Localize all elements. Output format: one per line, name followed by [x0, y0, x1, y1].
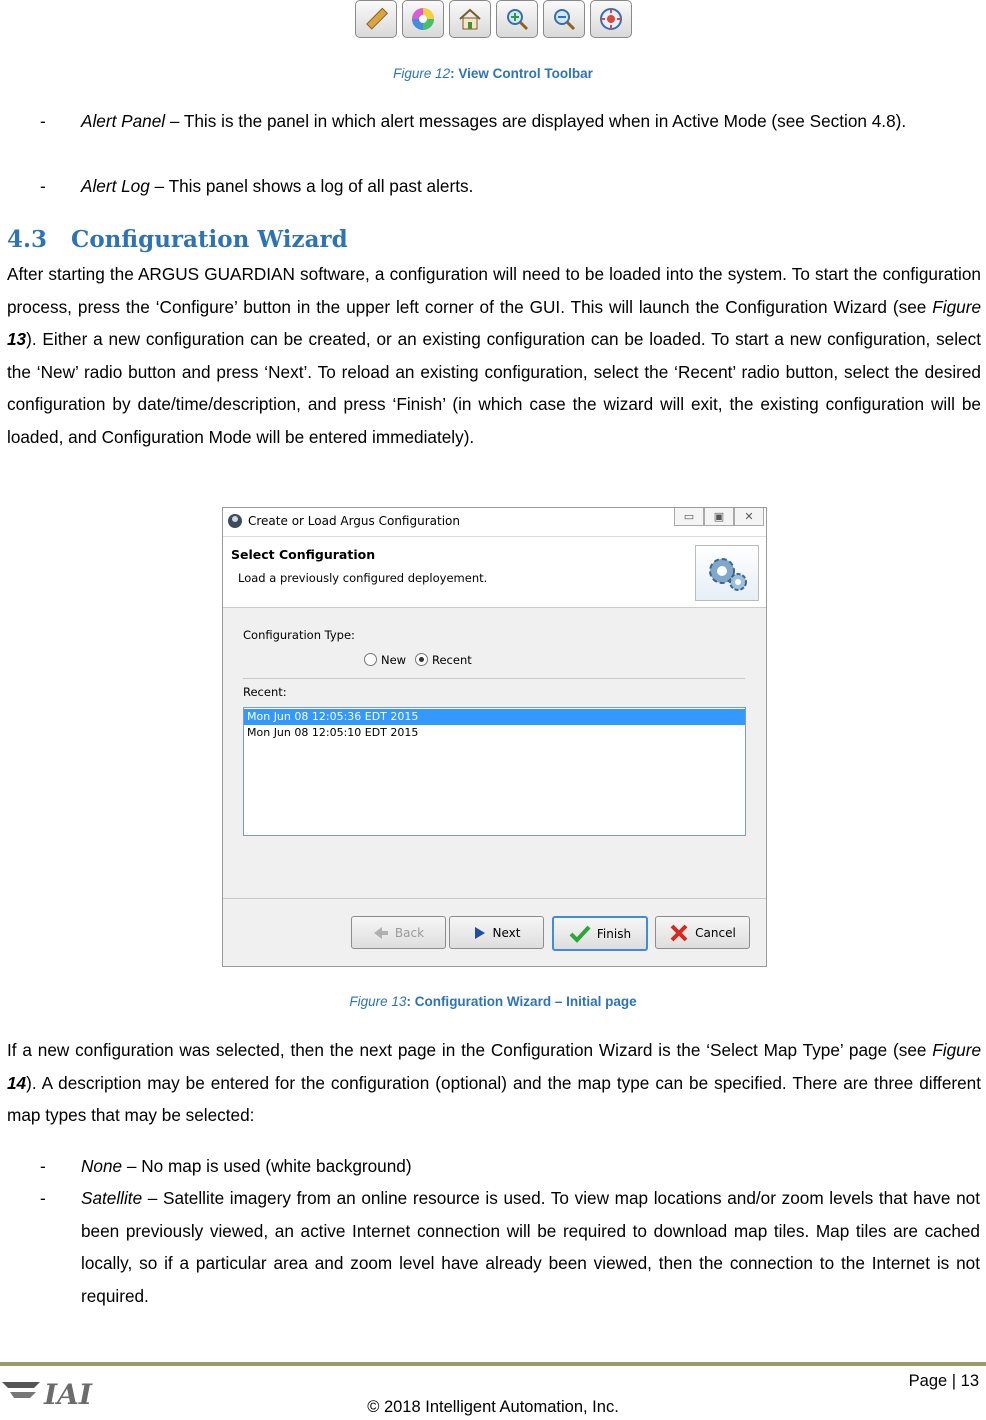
back-button[interactable]: Back [351, 916, 446, 949]
list-item[interactable]: Mon Jun 08 12:05:10 EDT 2015 [247, 726, 419, 739]
divider [223, 898, 766, 899]
app-icon [227, 513, 243, 529]
svg-text:IAI: IAI [44, 1378, 92, 1410]
paragraph-config-intro: After starting the ARGUS GUARDIAN software, a configuration will need to be loaded into the system. To start the configuration process, press the ‘Configure’ button in the upper left corner of the GUI. This will launch the Configuration Wizard (see Figure 13). Either a new configuration can be created, or an existing configuration can be loaded. To start a new configuration, select the ‘New’ radio button and press ‘Next’. To reload an existing configuration, select the ‘Recent’ radio button, select the desired configuration by date/time/description, and press ‘Finish’ (in which case the wizard will exit, the existing configuration will be loaded, and Configuration Mode will be entered immediately). [7, 264, 981, 447]
finish-button[interactable]: Finish [552, 916, 648, 951]
window-titlebar: Create or Load Argus Configuration ▭ ▣ ✕ [223, 508, 766, 537]
divider [243, 678, 745, 679]
minimize-icon[interactable]: ▭ [674, 508, 704, 526]
figure-12-caption: Figure 12: View Control Toolbar [393, 66, 593, 81]
reset-view-icon[interactable] [590, 0, 632, 38]
zoom-out-icon[interactable] [543, 0, 585, 38]
paragraph-map-type: If a new configuration was selected, then the next page in the Configuration Wizard is the ‘Select Map Type’ page (see Figure 14). A description may be entered for the configuration (optional) and the map type can be specified. There are three different map types that may be selected: [7, 1040, 981, 1125]
cancel-x-icon [669, 923, 689, 943]
footer-rule [0, 1362, 986, 1366]
recent-list[interactable] [243, 707, 746, 836]
section-heading: 4.3 Configuration Wizard [7, 226, 348, 253]
radio-new[interactable]: New [364, 653, 406, 667]
list-item[interactable]: Mon Jun 08 12:05:36 EDT 2015 [244, 709, 745, 725]
checkmark-icon [569, 925, 591, 943]
zoom-in-icon[interactable] [496, 0, 538, 38]
wizard-header: Select Configuration Load a previously configured deployement. [223, 537, 766, 608]
gear-icon [695, 545, 759, 601]
configuration-type-label: Configuration Type: [243, 628, 355, 642]
close-icon[interactable]: ✕ [734, 508, 764, 526]
list-item: - Alert Log – This panel shows a log of all past alerts. [40, 176, 474, 196]
recent-label: Recent: [243, 685, 287, 699]
next-button[interactable]: Next [449, 916, 544, 949]
page-number: Page | 13 [908, 1372, 979, 1390]
cancel-button[interactable]: Cancel [655, 916, 750, 949]
ruler-icon[interactable] [355, 0, 397, 38]
copyright: © 2018 Intelligent Automation, Inc. [367, 1398, 619, 1416]
figure-13-caption: Figure 13: Configuration Wizard – Initial page [349, 994, 637, 1009]
back-arrow-icon [373, 926, 389, 940]
maximize-icon[interactable]: ▣ [704, 508, 734, 526]
list-item: - Satellite – Satellite imagery from an online resource is used. To view map locations and/or zoom levels that have not been previously viewed, an active Internet connection will be required to download map tiles. Map tiles are cached locally, so if a particular area and zoom level have already been viewed, then the connection to the Internet is not required. [40, 1188, 980, 1306]
color-wheel-icon[interactable] [402, 0, 444, 38]
next-arrow-icon [473, 926, 487, 940]
configuration-wizard-dialog [222, 507, 767, 967]
home-icon[interactable] [449, 0, 491, 38]
radio-recent[interactable]: Recent [415, 653, 472, 667]
view-control-toolbar [355, 0, 632, 38]
list-item: - None – No map is used (white background) [40, 1156, 412, 1176]
list-item: - Alert Panel – This is the panel in which alert messages are displayed when in Active Mode (see Section 4.8). [40, 111, 907, 131]
